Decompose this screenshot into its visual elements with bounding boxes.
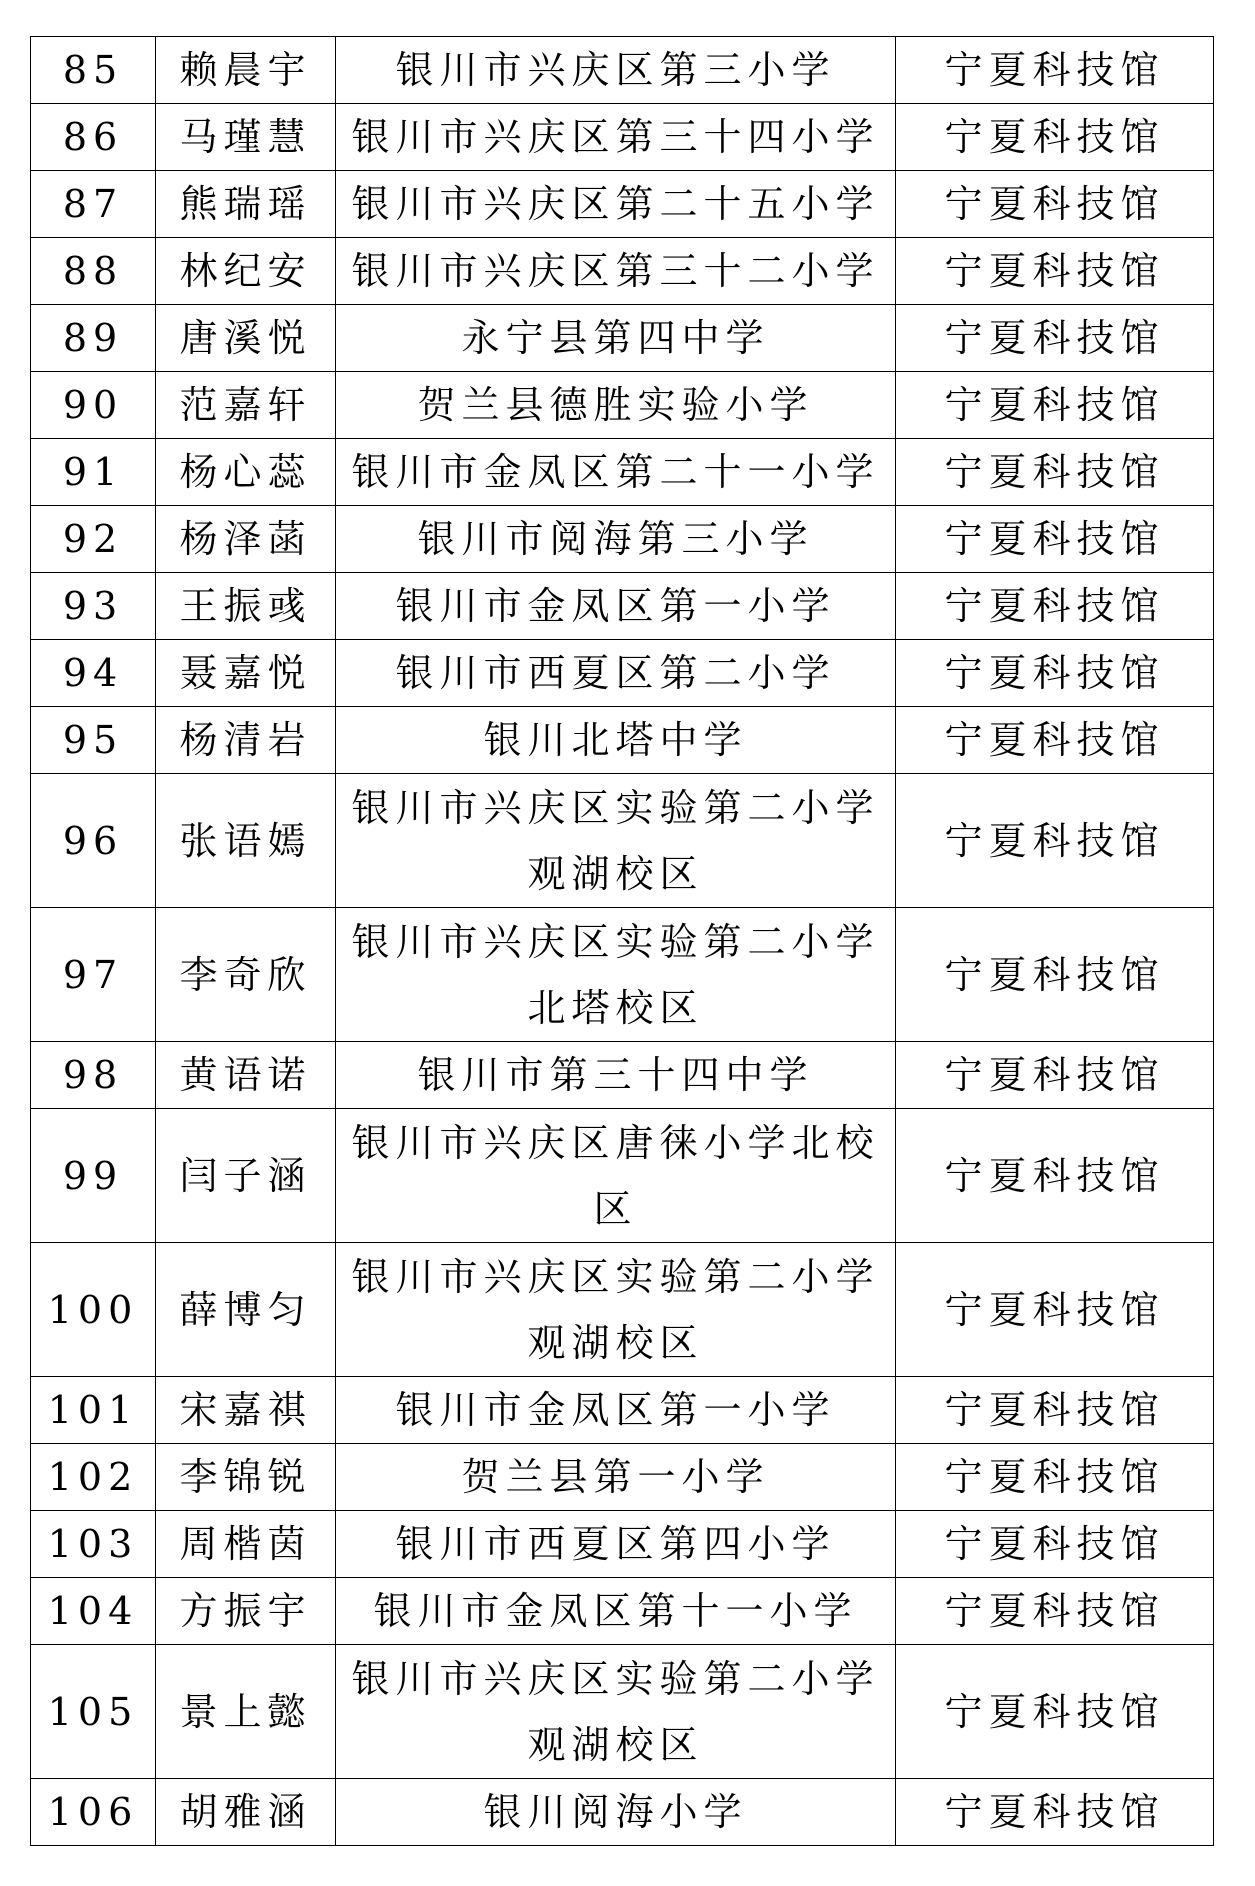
school-name: 银川市兴庆区实验第二小学观湖校区 [336, 1645, 896, 1779]
roster-table [30, 36, 1214, 1846]
table-row [31, 1109, 1214, 1243]
row-number: 101 [31, 1377, 156, 1444]
table-row [31, 1578, 1214, 1645]
venue-name: 宁夏科技馆 [896, 104, 1214, 171]
student-name: 王振彧 [156, 573, 336, 640]
table-row [31, 372, 1214, 439]
table-row [31, 908, 1214, 1042]
school-name: 银川市兴庆区实验第二小学北塔校区 [336, 908, 896, 1042]
table-row [31, 1645, 1214, 1779]
row-number: 89 [31, 305, 156, 372]
table-row [31, 1377, 1214, 1444]
school-name: 银川市兴庆区实验第二小学观湖校区 [336, 774, 896, 908]
table-row [31, 573, 1214, 640]
student-name: 赖晨宇 [156, 37, 336, 104]
table-row [31, 506, 1214, 573]
venue-name: 宁夏科技馆 [896, 171, 1214, 238]
venue-name: 宁夏科技馆 [896, 707, 1214, 774]
row-number: 105 [31, 1645, 156, 1779]
school-name: 银川市兴庆区第三小学 [336, 37, 896, 104]
student-name: 聂嘉悦 [156, 640, 336, 707]
venue-name: 宁夏科技馆 [896, 573, 1214, 640]
row-number: 86 [31, 104, 156, 171]
row-number: 102 [31, 1444, 156, 1511]
venue-name: 宁夏科技馆 [896, 372, 1214, 439]
student-name: 宋嘉祺 [156, 1377, 336, 1444]
venue-name: 宁夏科技馆 [896, 640, 1214, 707]
school-name: 银川市兴庆区第三十四小学 [336, 104, 896, 171]
student-name: 杨清岩 [156, 707, 336, 774]
venue-name: 宁夏科技馆 [896, 1109, 1214, 1243]
school-name: 永宁县第四中学 [336, 305, 896, 372]
school-name: 银川阅海小学 [336, 1779, 896, 1846]
row-number: 99 [31, 1109, 156, 1243]
student-name: 李锦锐 [156, 1444, 336, 1511]
table-row [31, 1444, 1214, 1511]
student-name: 黄语诺 [156, 1042, 336, 1109]
table-row [31, 1042, 1214, 1109]
school-name: 银川市兴庆区第二十五小学 [336, 171, 896, 238]
school-name: 贺兰县第一小学 [336, 1444, 896, 1511]
table-row [31, 1243, 1214, 1377]
school-name: 银川市兴庆区唐徕小学北校区 [336, 1109, 896, 1243]
venue-name: 宁夏科技馆 [896, 1377, 1214, 1444]
school-name: 银川市兴庆区第三十二小学 [336, 238, 896, 305]
venue-name: 宁夏科技馆 [896, 506, 1214, 573]
row-number: 96 [31, 774, 156, 908]
venue-name: 宁夏科技馆 [896, 439, 1214, 506]
school-name: 银川市第三十四中学 [336, 1042, 896, 1109]
venue-name: 宁夏科技馆 [896, 1042, 1214, 1109]
venue-name: 宁夏科技馆 [896, 1444, 1214, 1511]
venue-name: 宁夏科技馆 [896, 238, 1214, 305]
table-row [31, 171, 1214, 238]
table-row [31, 707, 1214, 774]
school-name: 贺兰县德胜实验小学 [336, 372, 896, 439]
school-name: 银川市阅海第三小学 [336, 506, 896, 573]
venue-name: 宁夏科技馆 [896, 908, 1214, 1042]
table-row [31, 439, 1214, 506]
row-number: 92 [31, 506, 156, 573]
row-number: 90 [31, 372, 156, 439]
school-name: 银川市金凤区第十一小学 [336, 1578, 896, 1645]
school-name: 银川市金凤区第二十一小学 [336, 439, 896, 506]
student-name: 周楷茵 [156, 1511, 336, 1578]
table-row [31, 774, 1214, 908]
row-number: 87 [31, 171, 156, 238]
table-row [31, 1779, 1214, 1846]
venue-name: 宁夏科技馆 [896, 1243, 1214, 1377]
table-row [31, 238, 1214, 305]
student-name: 范嘉轩 [156, 372, 336, 439]
school-name: 银川北塔中学 [336, 707, 896, 774]
student-name: 胡雅涵 [156, 1779, 336, 1846]
venue-name: 宁夏科技馆 [896, 1779, 1214, 1846]
table-row [31, 640, 1214, 707]
roster-table-body [31, 37, 1214, 1846]
venue-name: 宁夏科技馆 [896, 1511, 1214, 1578]
student-name: 薛博匀 [156, 1243, 336, 1377]
row-number: 85 [31, 37, 156, 104]
row-number: 103 [31, 1511, 156, 1578]
venue-name: 宁夏科技馆 [896, 37, 1214, 104]
venue-name: 宁夏科技馆 [896, 774, 1214, 908]
student-name: 景上懿 [156, 1645, 336, 1779]
table-row [31, 1511, 1214, 1578]
student-name: 唐溪悦 [156, 305, 336, 372]
student-name: 闫子涵 [156, 1109, 336, 1243]
student-name: 林纪安 [156, 238, 336, 305]
school-name: 银川市金凤区第一小学 [336, 573, 896, 640]
table-row [31, 104, 1214, 171]
school-name: 银川市西夏区第四小学 [336, 1511, 896, 1578]
student-name: 李奇欣 [156, 908, 336, 1042]
row-number: 88 [31, 238, 156, 305]
row-number: 104 [31, 1578, 156, 1645]
row-number: 106 [31, 1779, 156, 1846]
student-name: 方振宇 [156, 1578, 336, 1645]
school-name: 银川市兴庆区实验第二小学观湖校区 [336, 1243, 896, 1377]
student-name: 马瑾慧 [156, 104, 336, 171]
row-number: 94 [31, 640, 156, 707]
row-number: 93 [31, 573, 156, 640]
venue-name: 宁夏科技馆 [896, 305, 1214, 372]
row-number: 100 [31, 1243, 156, 1377]
row-number: 95 [31, 707, 156, 774]
row-number: 91 [31, 439, 156, 506]
student-name: 熊瑞瑶 [156, 171, 336, 238]
student-name: 杨心蕊 [156, 439, 336, 506]
venue-name: 宁夏科技馆 [896, 1578, 1214, 1645]
student-name: 杨泽菡 [156, 506, 336, 573]
row-number: 98 [31, 1042, 156, 1109]
venue-name: 宁夏科技馆 [896, 1645, 1214, 1779]
school-name: 银川市金凤区第一小学 [336, 1377, 896, 1444]
row-number: 97 [31, 908, 156, 1042]
table-row [31, 37, 1214, 104]
table-row [31, 305, 1214, 372]
school-name: 银川市西夏区第二小学 [336, 640, 896, 707]
student-name: 张语嫣 [156, 774, 336, 908]
